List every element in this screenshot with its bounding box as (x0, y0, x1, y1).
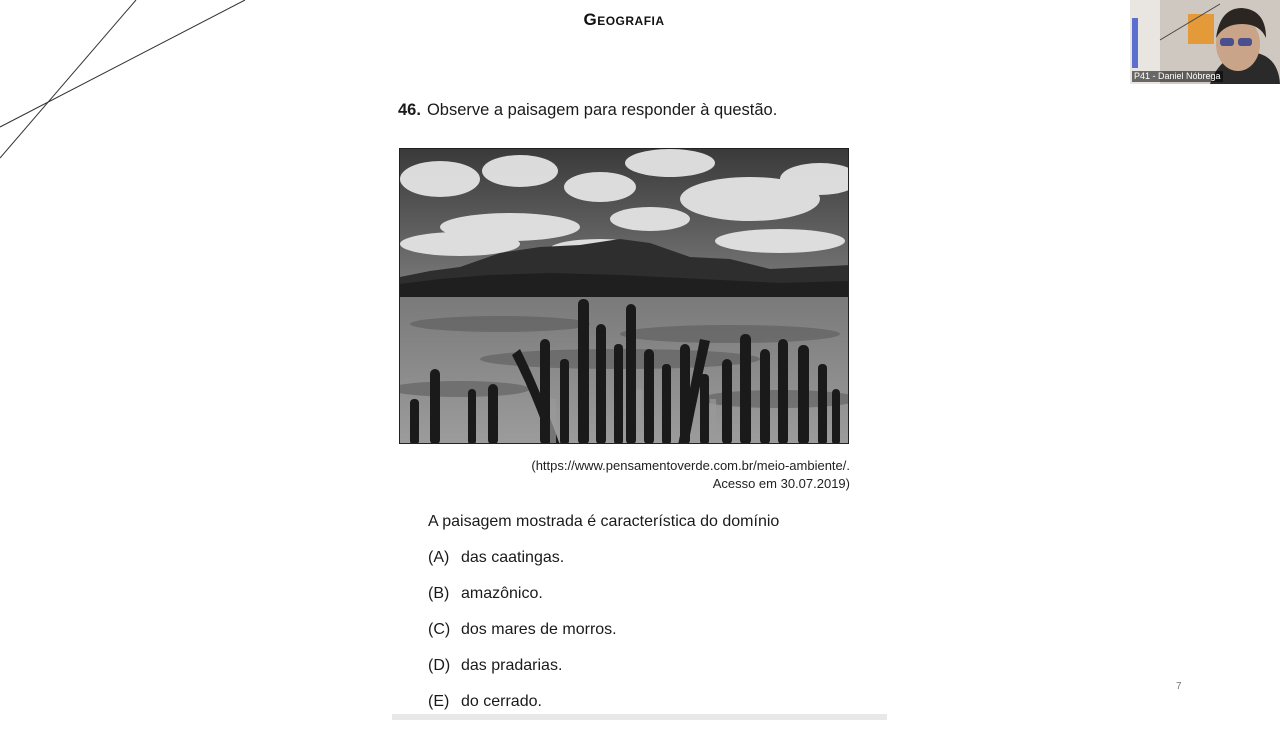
answer-options (428, 549, 617, 729)
bottom-scroll-edge (392, 714, 887, 720)
option-text: do cerrado. (461, 693, 542, 710)
answer-option-e (428, 693, 617, 729)
option-text: das caatingas. (461, 549, 565, 566)
webcam-thumbnail[interactable] (1130, 0, 1280, 84)
option-text: amazônico. (461, 585, 543, 602)
option-letter: (A) (428, 549, 450, 566)
question-number: 46. (398, 101, 421, 119)
answer-option-b (428, 585, 617, 621)
image-source-citation (531, 457, 850, 493)
option-letter: (E) (428, 693, 450, 710)
question-prompt: A paisagem mostrada é característica do domínio (428, 513, 780, 530)
subject-title: Geografia (583, 10, 665, 29)
answer-option-d (428, 657, 617, 693)
participant-name-label: P41 - Daniel Nóbrega (1134, 71, 1221, 81)
option-text: das pradarias. (461, 657, 563, 674)
option-text: dos mares de morros. (461, 621, 617, 638)
answer-option-a (428, 549, 617, 585)
landscape-photo (399, 148, 849, 444)
source-url: (https://www.pensamentoverde.com.br/meio-ambiente/. (531, 458, 850, 473)
option-letter: (C) (428, 621, 451, 638)
question-text: Observe a paisagem para responder à questão. (426, 101, 778, 119)
option-letter: (B) (428, 585, 450, 602)
source-access-date: Acesso em 30.07.2019) (712, 476, 850, 491)
page-number: 7 (1176, 681, 1182, 692)
option-letter: (D) (428, 657, 451, 674)
answer-option-c (428, 621, 617, 657)
question-statement (398, 101, 777, 120)
